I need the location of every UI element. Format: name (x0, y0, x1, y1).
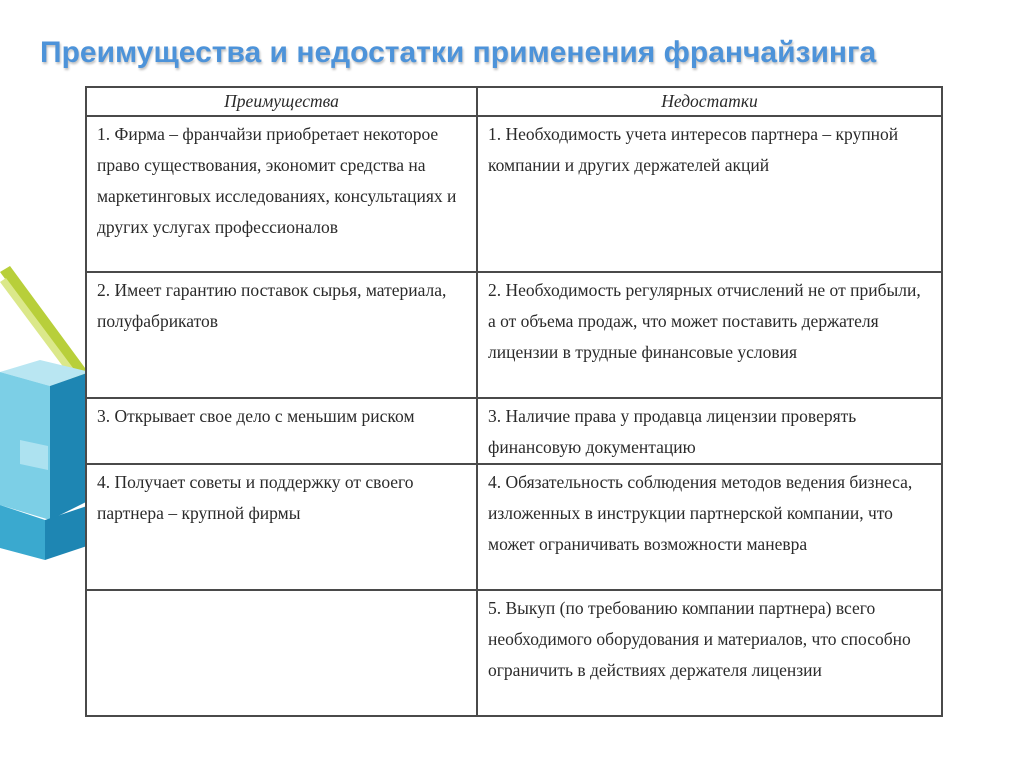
advantage-cell: 4. Получает советы и поддержку от своего партнера – крупной фирмы (86, 464, 477, 590)
advantage-cell-empty (86, 590, 477, 716)
disadvantage-cell: 1. Необходимость учета интересов партнера – крупной компании и других держателей акций (477, 116, 942, 272)
comparison-table (85, 86, 943, 717)
page-title: Преимущества и недостатки применения франчайзинга (40, 36, 877, 69)
disadvantage-cell: 5. Выкуп (по требованию компании партнера) всего необходимого оборудования и материалов, что способно ограничить в действиях держателя лицензии (477, 590, 942, 716)
header-disadvantages: Недостатки (477, 87, 942, 116)
header-advantages: Преимущества (86, 87, 477, 116)
table-row (86, 590, 942, 716)
advantage-cell: 2. Имеет гарантию поставок сырья, материала, полуфабрикатов (86, 272, 477, 398)
decorative-cubes-graphic (0, 0, 90, 767)
table-header-row (86, 87, 942, 116)
disadvantage-cell: 2. Необходимость регулярных отчислений не от прибыли, а от объема продаж, что может поставить держателя лицензии в трудные финансовые условия (477, 272, 942, 398)
advantage-cell: 1. Фирма – франчайзи приобретает некоторое право существования, экономит средства на маркетинговых исследованиях, консультациях и других услугах профессионалов (86, 116, 477, 272)
table-row (86, 272, 942, 398)
table-row (86, 116, 942, 272)
table-row (86, 464, 942, 590)
cube-side-face (50, 372, 90, 520)
advantage-cell: 3. Открывает свое дело с меньшим риском (86, 398, 477, 464)
table-row (86, 398, 942, 464)
disadvantage-cell: 3. Наличие права у продавца лицензии проверять финансовую документацию (477, 398, 942, 464)
disadvantage-cell: 4. Обязательность соблюдения методов ведения бизнеса, изложенных в инструкции партнерской компании, что может ограничивать возможности маневра (477, 464, 942, 590)
